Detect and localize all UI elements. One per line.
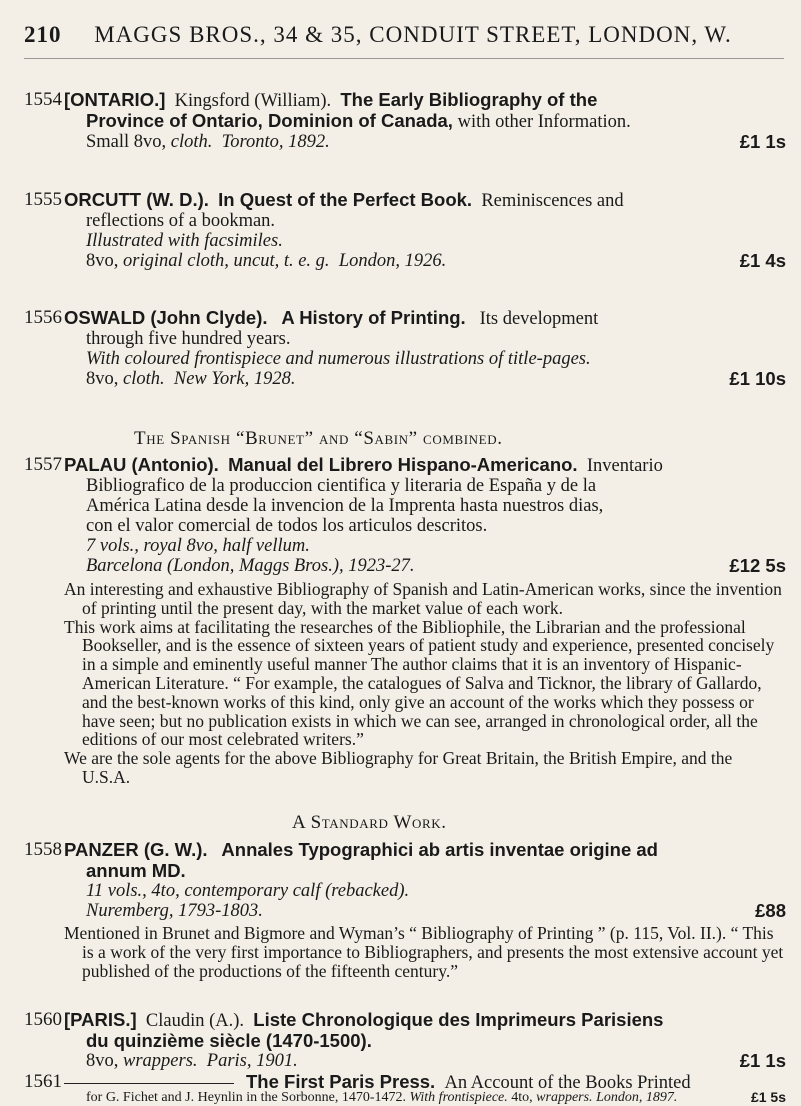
entry-author-name: Claudin (A.). xyxy=(145,1011,245,1031)
page-header xyxy=(24,22,784,48)
header-title: MAGGS BROS., 34 & 35, CONDUIT STREET, LONDON, W. xyxy=(94,22,732,47)
ditto-rule xyxy=(64,1083,234,1084)
entry-price: £1 1s xyxy=(739,131,786,152)
entry-title-rest: An Account of the Books Printed xyxy=(444,1073,691,1093)
entry-description-line: Bibliografico de la produccion cientifica y literaria de España y de la xyxy=(86,476,597,496)
entry-author: ORCUTT (W. D.). xyxy=(64,189,209,210)
entry-imprint: Toronto, 1892. xyxy=(221,132,330,152)
entry-author: OSWALD (John Clyde). xyxy=(64,307,268,328)
note-paragraph: An interesting and exhaustive Bibliography of Spanish and Latin-American works, since the invention of printing until the present day, with the market value of each work. xyxy=(64,579,782,618)
entry-title: The First Paris Press. xyxy=(246,1071,436,1092)
entry-imprint: Barcelona (London, Maggs Bros.), 1923-27. xyxy=(86,556,415,576)
entry-subtitle: through five hundred years. xyxy=(86,329,291,349)
note-paragraph: Mentioned in Brunet and Bigmore and Wyman’s “ Bibliography of Printing ” (p. 115, Vol. II.). “ This is a work of the very first importance to Bibliographers, and presents the most extensive account yet published of the productions of the fifteenth century.” xyxy=(64,923,784,981)
entry-binding: wrappers. xyxy=(536,1090,593,1105)
entry-title-cont: annum MD. xyxy=(86,860,186,881)
entry-illustrations: With coloured frontispiece and numerous illustrations of title-pages. xyxy=(86,349,591,369)
note-paragraph: We are the sole agents for the above Bibliography for Great Britain, the British Empire, and the U.S.A. xyxy=(64,748,733,787)
entry-format: 4to, xyxy=(511,1090,533,1105)
lot-number: 1556 xyxy=(24,307,62,328)
lot-number: 1557 xyxy=(24,454,62,475)
entry-title-cont: Province of Ontario, Dominion of Canada, xyxy=(86,110,453,131)
entry-price: £12 5s xyxy=(729,555,786,576)
entry-price: £88 xyxy=(755,900,786,921)
entry-subtitle: reflections of a bookman. xyxy=(86,211,276,231)
lot-number: 1555 xyxy=(24,189,62,210)
entry-author: [ONTARIO.] xyxy=(64,89,166,110)
entry-title: Liste Chronologique des Imprimeurs Parisiens xyxy=(253,1009,664,1030)
entry-imprint: London, 1926. xyxy=(338,251,447,271)
entry-imprint: Paris, 1901. xyxy=(206,1051,298,1071)
lot-number: 1561 xyxy=(24,1071,62,1092)
entry-binding: wrappers. xyxy=(123,1051,198,1071)
entry-title: In Quest of the Perfect Book. xyxy=(218,189,473,210)
entry-imprint: Nuremberg, 1793-1803. xyxy=(86,901,263,921)
entry-title: The Early Bibliography of the xyxy=(340,89,598,110)
entry-title-rest: Its development xyxy=(479,309,599,329)
entry-author: PANZER (G. W.). xyxy=(64,839,208,860)
entry-imprint: London, 1897. xyxy=(596,1090,678,1105)
entry-format: 8vo, xyxy=(86,369,119,389)
entry-title: Annales Typographici ab artis inventae origine ad xyxy=(221,839,658,860)
entry-notes-1557 xyxy=(64,580,784,787)
header-rule xyxy=(24,58,784,59)
page-number: 210 xyxy=(24,22,62,47)
entry-illustrations: With frontispiece. xyxy=(409,1090,508,1105)
entry-notes-1558 xyxy=(64,924,784,980)
note-paragraph: This work aims at facilitating the researches of the Bibliophile, the Librarian and the professional Bookseller, and is the essence of sixteen years of patient study and experience, presented concisely in a simple and eminently useful manner The author claims that it is an inventory of Hispanic-American Literature. “ For example, the catalogues of Salva and Ticknor, the library of Gallardo, and the best-known works of this kind, only give an account of the works which they possess or have seen; but no publication exists in which we can see, arranged in chronological order, all the editions of our most celebrated writers.” xyxy=(64,616,775,750)
entry-format: 11 vols., 4to, contemporary calf (rebacked). xyxy=(86,881,410,901)
entry-author: PALAU (Antonio). xyxy=(64,454,219,475)
entry-price: £1 1s xyxy=(739,1050,786,1071)
entry-description-line: América Latina desde la invencion de la Imprenta hasta nuestros dias, xyxy=(86,496,604,516)
entry-subtitle: for G. Fichet and J. Heynlin in the Sorbonne, 1470-1472. xyxy=(86,1090,407,1105)
entry-author-name: Kingsford (William). xyxy=(174,91,332,111)
entry-title-cont: du quinzième siècle (1470-1500). xyxy=(86,1030,372,1051)
section-heading: The Spanish “Brunet” and “Sabin” combined. xyxy=(134,428,503,449)
entry-imprint: New York, 1928. xyxy=(173,369,296,389)
lot-number: 1560 xyxy=(24,1009,62,1030)
section-heading: A Standard Work. xyxy=(292,812,447,833)
entry-format: 7 vols., royal 8vo, half vellum. xyxy=(86,536,310,556)
entry-binding: cloth. xyxy=(123,369,165,389)
entry-title: Manual del Librero Hispano-Americano. xyxy=(228,454,578,475)
entry-binding: cloth. xyxy=(170,132,213,152)
entry-format: 8vo, xyxy=(86,1051,119,1071)
lot-number: 1554 xyxy=(24,89,62,110)
entry-format: Small 8vo, xyxy=(86,132,167,152)
entry-price: £1 4s xyxy=(739,250,786,271)
entry-title: A History of Printing. xyxy=(281,307,466,328)
entry-author: [PARIS.] xyxy=(64,1009,137,1030)
entry-binding: original cloth, uncut, t. e. g. xyxy=(123,251,330,271)
entry-description-line: con el valor comercial de todos los articulos descritos. xyxy=(86,516,488,536)
entry-price: £1 5s xyxy=(750,1089,786,1105)
entry-format: 8vo, xyxy=(86,251,119,271)
entry-illustrations: Illustrated with facsimiles. xyxy=(86,231,283,251)
entry-title-rest: with other Information. xyxy=(457,112,631,132)
entry-title-rest: Inventario xyxy=(586,456,663,476)
entry-price: £1 10s xyxy=(729,368,786,389)
lot-number: 1558 xyxy=(24,839,62,860)
entry-title-rest: Reminiscences and xyxy=(481,191,624,211)
